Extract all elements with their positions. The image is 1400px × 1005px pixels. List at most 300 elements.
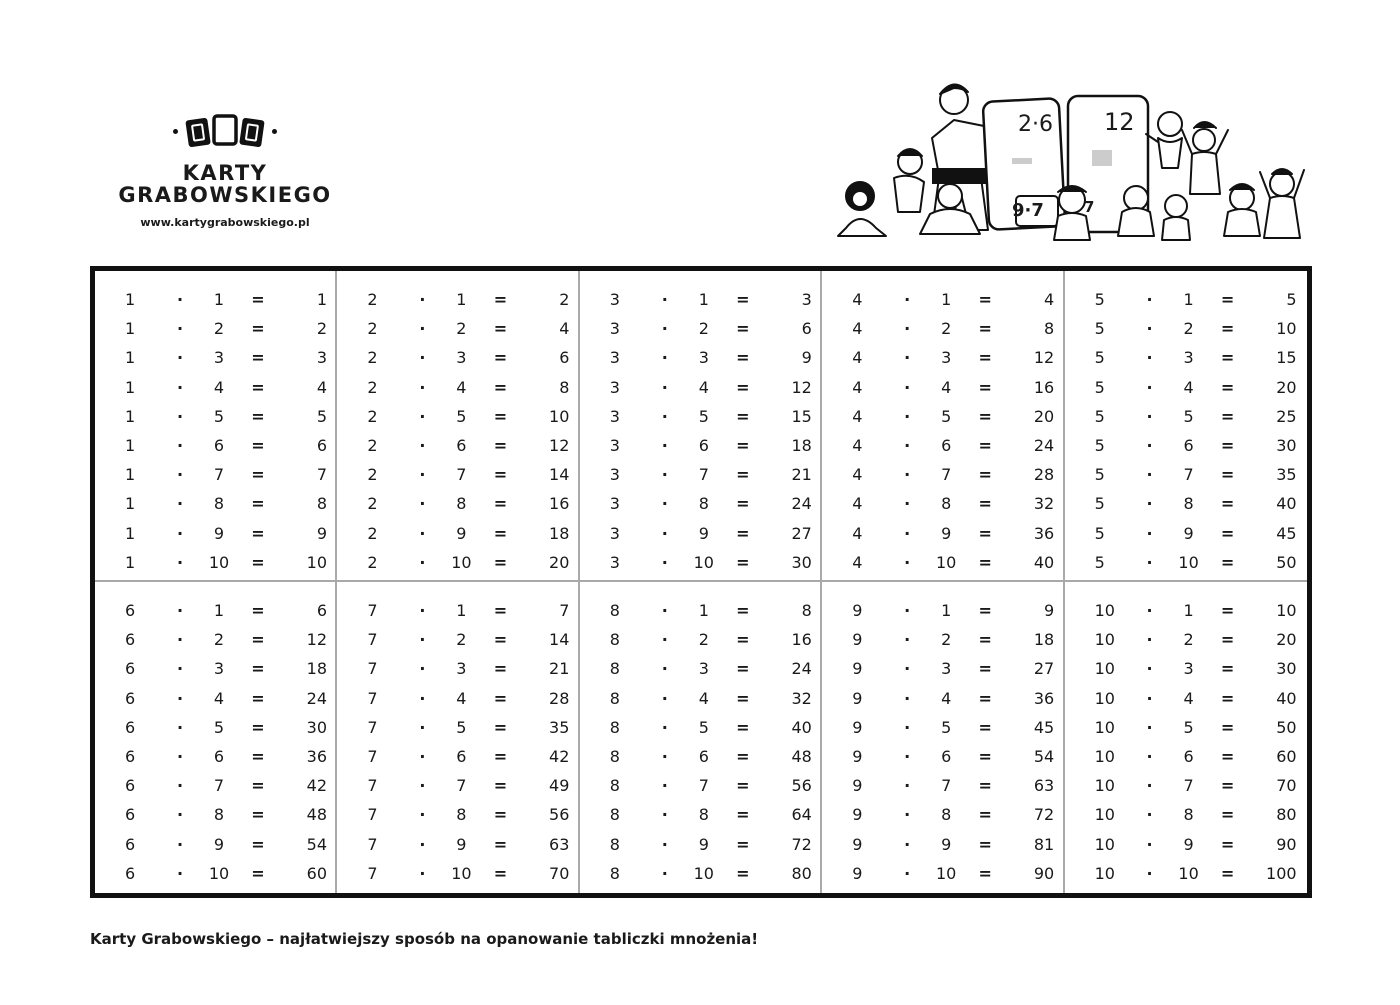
product: 90 [1033, 863, 1055, 883]
factor: 2 [456, 630, 467, 650]
equals-symbol: = [978, 630, 992, 650]
equals-symbol: = [978, 290, 992, 310]
table-row [95, 800, 335, 829]
multiplicand: 5 [1094, 494, 1105, 514]
product: 9 [1044, 601, 1055, 621]
multiply-symbol: · [661, 348, 668, 368]
equals-symbol: = [736, 465, 750, 485]
multiply-symbol: · [419, 834, 426, 854]
multiply-symbol: · [661, 747, 668, 767]
product: 16 [791, 630, 812, 650]
product: 8 [801, 601, 812, 621]
table-row [822, 596, 1062, 625]
product: 6 [801, 319, 812, 339]
multiplicand: 7 [367, 630, 378, 650]
multiply-symbol: · [661, 863, 668, 883]
multiplicand: 6 [125, 688, 136, 708]
product: 36 [306, 747, 327, 767]
equals-symbol: = [493, 377, 508, 397]
factor: 9 [698, 523, 709, 543]
multiply-symbol: · [904, 290, 911, 310]
multiply-symbol: · [176, 319, 184, 339]
factor: 2 [698, 630, 709, 650]
equals-symbol: = [736, 523, 750, 543]
multiplicand: 10 [1094, 717, 1115, 737]
multiplicand: 1 [125, 290, 136, 310]
product: 3 [801, 290, 812, 310]
multiply-symbol: · [1146, 601, 1153, 621]
equals-symbol: = [493, 805, 508, 825]
multiply-symbol: · [661, 290, 668, 310]
product: 7 [559, 601, 570, 621]
equals-symbol: = [493, 319, 508, 339]
equals-symbol: = [251, 465, 265, 485]
equals-symbol: = [1220, 688, 1235, 708]
equals-symbol: = [978, 348, 992, 368]
table-block-7 [337, 582, 579, 893]
multiplicand: 8 [609, 659, 620, 679]
factor: 10 [936, 552, 957, 572]
product: 15 [1276, 348, 1297, 368]
equals-symbol: = [493, 630, 508, 650]
table-row [580, 431, 820, 460]
factor: 6 [1183, 436, 1194, 456]
factor: 6 [698, 436, 709, 456]
table-row [337, 402, 577, 431]
multiply-symbol: · [904, 552, 911, 572]
factor: 6 [456, 436, 467, 456]
logo [110, 110, 340, 229]
multiplicand: 10 [1094, 688, 1115, 708]
factor: 10 [693, 863, 714, 883]
multiplicand: 10 [1094, 659, 1115, 679]
multiply-symbol: · [419, 494, 426, 514]
multiplicand: 4 [852, 436, 863, 456]
equals-symbol: = [736, 630, 750, 650]
multiplicand: 8 [609, 688, 620, 708]
equals-symbol: = [1220, 863, 1235, 883]
table-block-10 [1065, 582, 1307, 893]
factor: 7 [698, 776, 709, 796]
table-row [822, 800, 1062, 829]
product: 28 [1033, 465, 1055, 485]
product: 40 [1276, 688, 1297, 708]
multiplicand: 1 [125, 465, 136, 485]
table-row [95, 402, 335, 431]
table-row [95, 548, 335, 577]
multiplicand: 5 [1094, 290, 1105, 310]
multiplicand: 6 [125, 776, 136, 796]
table-row [337, 713, 577, 742]
multiplicand: 7 [367, 747, 378, 767]
table-row [580, 859, 820, 888]
equals-symbol: = [978, 436, 992, 456]
multiplicand: 2 [367, 406, 378, 426]
factor: 5 [698, 717, 709, 737]
table-block-2 [337, 271, 579, 582]
factor: 10 [208, 863, 230, 883]
factor: 6 [698, 747, 709, 767]
multiply-symbol: · [661, 319, 668, 339]
product: 9 [316, 523, 327, 543]
factor: 1 [213, 601, 225, 621]
table-row [822, 830, 1062, 859]
product: 21 [791, 465, 812, 485]
table-row [95, 830, 335, 859]
multiply-symbol: · [419, 348, 426, 368]
multiplicand: 3 [609, 465, 620, 485]
table-row [1065, 373, 1307, 402]
table-row [580, 402, 820, 431]
multiplicand: 9 [852, 630, 863, 650]
product: 60 [306, 863, 327, 883]
factor: 7 [1183, 465, 1194, 485]
factor: 10 [693, 552, 714, 572]
product: 4 [1044, 290, 1055, 310]
table-row [580, 830, 820, 859]
multiply-symbol: · [419, 290, 426, 310]
product: 12 [791, 377, 812, 397]
multiplicand: 1 [125, 523, 136, 543]
equals-symbol: = [978, 465, 992, 485]
product: 80 [791, 863, 812, 883]
table-row [1065, 343, 1307, 372]
table-row [95, 625, 335, 654]
table-row [95, 771, 335, 800]
factor: 8 [1183, 805, 1194, 825]
multiply-symbol: · [661, 601, 668, 621]
equals-symbol: = [251, 776, 265, 796]
multiplicand: 2 [367, 348, 378, 368]
product: 27 [1033, 659, 1055, 679]
table-row [822, 654, 1062, 683]
multiplicand: 7 [367, 863, 378, 883]
factor: 8 [698, 805, 709, 825]
multiply-symbol: · [176, 552, 184, 572]
multiplicand: 5 [1094, 348, 1105, 368]
equals-symbol: = [493, 688, 508, 708]
multiply-symbol: · [176, 776, 184, 796]
product: 40 [791, 717, 812, 737]
multiplicand: 5 [1094, 465, 1105, 485]
product: 54 [1033, 747, 1055, 767]
table-block-4 [822, 271, 1064, 582]
multiply-symbol: · [1146, 319, 1153, 339]
product: 16 [549, 494, 570, 514]
multiplicand: 9 [852, 717, 863, 737]
table-row [822, 684, 1062, 713]
table-row [337, 548, 577, 577]
product: 70 [549, 863, 570, 883]
card-bottom-label: 9·7 [1012, 200, 1044, 221]
kids-with-cards-illustration [836, 78, 1310, 250]
factor: 4 [941, 377, 952, 397]
table-row [337, 314, 577, 343]
product: 20 [549, 552, 570, 572]
table-row [1065, 625, 1307, 654]
table-row [337, 771, 577, 800]
product: 20 [1033, 406, 1055, 426]
equals-symbol: = [978, 552, 992, 572]
multiply-symbol: · [1146, 348, 1153, 368]
table-row [337, 373, 577, 402]
multiply-symbol: · [1146, 290, 1153, 310]
factor: 7 [456, 465, 467, 485]
multiply-symbol: · [1146, 494, 1153, 514]
multiply-symbol: · [419, 465, 426, 485]
multiply-symbol: · [904, 805, 911, 825]
table-row [337, 684, 577, 713]
equals-symbol: = [1220, 717, 1235, 737]
table-row [95, 742, 335, 771]
multiply-symbol: · [904, 834, 911, 854]
product: 50 [1276, 552, 1297, 572]
table-row [337, 343, 577, 372]
equals-symbol: = [493, 523, 508, 543]
factor: 10 [451, 863, 472, 883]
equals-symbol: = [251, 659, 265, 679]
equals-symbol: = [978, 717, 992, 737]
multiply-symbol: · [661, 523, 668, 543]
multiplicand: 1 [125, 494, 136, 514]
equals-symbol: = [736, 601, 750, 621]
multiply-symbol: · [1146, 436, 1153, 456]
multiplicand: 9 [852, 834, 863, 854]
factor: 8 [941, 494, 952, 514]
table-row [337, 460, 577, 489]
product: 48 [791, 747, 812, 767]
multiply-symbol: · [176, 747, 184, 767]
factor: 3 [941, 659, 952, 679]
factor: 9 [698, 834, 709, 854]
multiply-symbol: · [419, 406, 426, 426]
multiply-symbol: · [176, 348, 184, 368]
table-row [337, 859, 577, 888]
multiply-symbol: · [176, 523, 184, 543]
multiply-symbol: · [904, 436, 911, 456]
factor: 6 [213, 747, 225, 767]
multiply-symbol: · [904, 465, 911, 485]
equals-symbol: = [1220, 523, 1235, 543]
multiplicand: 5 [1094, 406, 1105, 426]
multiplicand: 10 [1094, 776, 1115, 796]
equals-symbol: = [1220, 630, 1235, 650]
multiply-symbol: · [176, 494, 184, 514]
factor: 8 [456, 805, 467, 825]
table-block-6 [95, 582, 337, 893]
multiplicand: 2 [367, 523, 378, 543]
factor: 5 [213, 717, 225, 737]
product: 21 [549, 659, 570, 679]
multiply-symbol: · [904, 776, 911, 796]
multiplicand: 7 [367, 805, 378, 825]
multiply-symbol: · [176, 688, 184, 708]
product: 56 [549, 805, 570, 825]
factor: 4 [698, 377, 709, 397]
equals-symbol: = [493, 436, 508, 456]
multiplicand: 7 [367, 688, 378, 708]
multiplicand: 8 [609, 630, 620, 650]
website-url: www.kartygrabowskiego.pl [140, 216, 310, 229]
product: 10 [549, 406, 570, 426]
factor: 1 [456, 290, 467, 310]
table-row [95, 431, 335, 460]
product: 1 [316, 290, 327, 310]
product: 4 [316, 377, 327, 397]
equals-symbol: = [736, 552, 750, 572]
factor: 8 [213, 494, 225, 514]
multiply-symbol: · [661, 406, 668, 426]
factor: 4 [1183, 688, 1194, 708]
multiplicand: 8 [609, 776, 620, 796]
multiplicand: 5 [1094, 319, 1105, 339]
equals-symbol: = [736, 290, 750, 310]
table-block-5 [1065, 271, 1307, 582]
factor: 8 [213, 805, 225, 825]
product: 90 [1276, 834, 1297, 854]
equals-symbol: = [736, 436, 750, 456]
product: 3 [316, 348, 327, 368]
table-row [1065, 596, 1307, 625]
table-row [580, 654, 820, 683]
equals-symbol: = [1220, 348, 1235, 368]
multiplicand: 8 [609, 747, 620, 767]
multiply-symbol: · [1146, 406, 1153, 426]
product: 54 [306, 834, 327, 854]
equals-symbol: = [251, 630, 265, 650]
multiply-symbol: · [1146, 523, 1153, 543]
equals-symbol: = [251, 319, 265, 339]
card-left-label: 2·6 [1018, 112, 1053, 137]
factor: 5 [1183, 717, 1194, 737]
product: 12 [1033, 348, 1055, 368]
factor: 2 [941, 319, 952, 339]
factor: 6 [941, 747, 952, 767]
table-row [580, 771, 820, 800]
table-row [337, 519, 577, 548]
product: 63 [549, 834, 570, 854]
multiplicand: 9 [852, 601, 863, 621]
equals-symbol: = [736, 406, 750, 426]
equals-symbol: = [1220, 834, 1235, 854]
equals-symbol: = [493, 659, 508, 679]
product: 56 [791, 776, 812, 796]
multiplicand: 7 [367, 776, 378, 796]
multiplicand: 4 [852, 494, 863, 514]
product: 30 [1276, 659, 1297, 679]
equals-symbol: = [736, 747, 750, 767]
multiply-symbol: · [419, 776, 426, 796]
equals-symbol: = [251, 494, 265, 514]
factor: 1 [941, 601, 952, 621]
table-row [580, 548, 820, 577]
product: 8 [316, 494, 327, 514]
equals-symbol: = [978, 688, 992, 708]
multiply-symbol: · [904, 688, 911, 708]
factor: 4 [456, 377, 467, 397]
equals-symbol: = [493, 863, 508, 883]
table-row [822, 519, 1062, 548]
multiplicand: 6 [125, 747, 136, 767]
table-block-9 [822, 582, 1064, 893]
table-row [337, 625, 577, 654]
table-row [95, 314, 335, 343]
multiply-symbol: · [904, 630, 911, 650]
factor: 2 [213, 319, 225, 339]
factor: 1 [698, 601, 709, 621]
product: 63 [1033, 776, 1055, 796]
product: 18 [306, 659, 327, 679]
multiplicand: 6 [125, 630, 136, 650]
footer-tagline: Karty Grabowskiego – najłatwiejszy sposób na opanowanie tabliczki mnożenia! [90, 930, 759, 948]
kid-under-teacher [894, 149, 924, 212]
logo-title-line1: KARTY [182, 161, 268, 185]
product: 24 [306, 688, 327, 708]
table-row [95, 859, 335, 888]
multiply-symbol: · [419, 552, 426, 572]
multiply-symbol: · [1146, 717, 1153, 737]
table-row [822, 343, 1062, 372]
multiply-symbol: · [1146, 465, 1153, 485]
multiply-symbol: · [904, 523, 911, 543]
factor: 7 [213, 776, 225, 796]
product: 70 [1276, 776, 1297, 796]
equals-symbol: = [251, 436, 265, 456]
product: 36 [1033, 523, 1055, 543]
factor: 3 [1183, 348, 1194, 368]
multiplicand: 3 [609, 494, 620, 514]
factor: 1 [941, 290, 952, 310]
table-row [822, 771, 1062, 800]
factor: 2 [213, 630, 225, 650]
table-row [1065, 548, 1307, 577]
equals-symbol: = [1220, 319, 1235, 339]
multiply-symbol: · [176, 601, 184, 621]
equals-symbol: = [493, 834, 508, 854]
table-row [580, 800, 820, 829]
table-row [822, 402, 1062, 431]
table-row [580, 343, 820, 372]
multiplicand: 5 [1094, 552, 1105, 572]
factor: 3 [698, 348, 709, 368]
multiplicand: 4 [852, 523, 863, 543]
multiply-symbol: · [1146, 776, 1153, 796]
multiplicand: 4 [852, 377, 863, 397]
multiplicand: 2 [367, 377, 378, 397]
equals-symbol: = [251, 805, 265, 825]
product: 9 [801, 348, 812, 368]
product: 80 [1276, 805, 1297, 825]
equals-symbol: = [493, 465, 508, 485]
multiplicand: 1 [125, 406, 136, 426]
table-row [580, 314, 820, 343]
product: 8 [559, 377, 570, 397]
multiplicand: 2 [367, 436, 378, 456]
equals-symbol: = [1220, 805, 1235, 825]
equals-symbol: = [978, 834, 992, 854]
table-row [1065, 431, 1307, 460]
multiply-symbol: · [904, 601, 911, 621]
equals-symbol: = [251, 717, 265, 737]
multiply-symbol: · [419, 805, 426, 825]
equals-symbol: = [251, 290, 265, 310]
table-row [822, 373, 1062, 402]
product: 60 [1276, 747, 1297, 767]
multiplicand: 9 [852, 776, 863, 796]
multiply-symbol: · [1146, 863, 1153, 883]
multiply-symbol: · [661, 552, 668, 572]
product: 40 [1276, 494, 1297, 514]
